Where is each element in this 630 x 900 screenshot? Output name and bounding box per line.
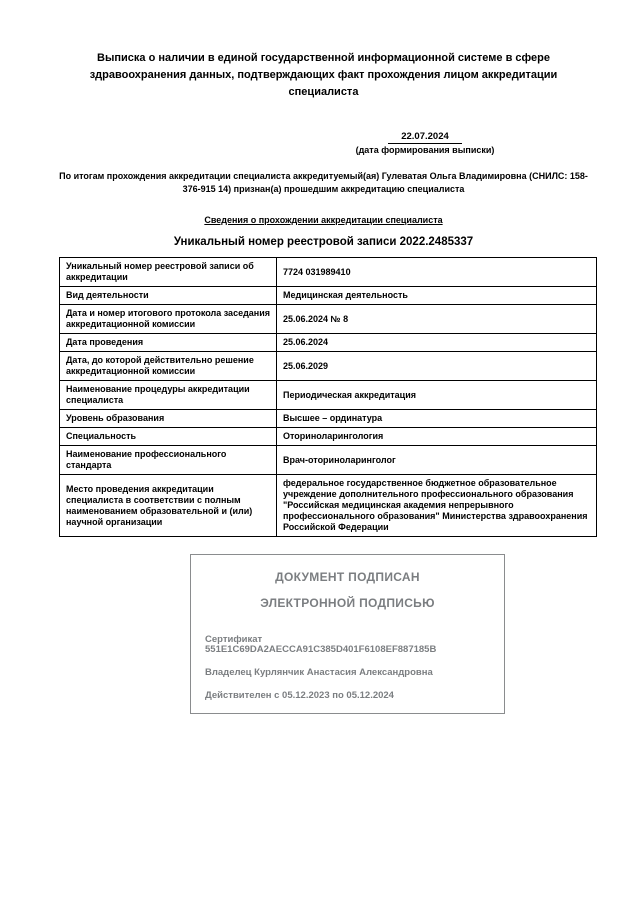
table-row: [60, 410, 597, 428]
electronic-signature-stamp: [190, 554, 505, 714]
row-value: Периодическая аккредитация: [277, 381, 597, 410]
table-row: [60, 305, 597, 334]
accreditation-table: [59, 257, 597, 537]
stamp-details: [205, 635, 490, 701]
row-value: Оториноларингология: [277, 428, 597, 446]
stamp-heading-line2: ЭЛЕКТРОННОЙ ПОДПИСЬЮ: [260, 596, 435, 610]
stamp-validity: Действителен с 05.12.2023 по 05.12.2024: [205, 690, 394, 701]
row-value: федеральное государственное бюджетное образовательное учреждение дополнительного профессионального образования "Российская медицинская академия непрерывного профессионального образования" Министерства здравоохранения Российской Федерации: [277, 475, 597, 537]
registry-number-heading: Уникальный номер реестровой записи 2022.2485337: [173, 236, 474, 248]
table-row: [60, 287, 597, 305]
row-value: Высшее – ординатура: [277, 410, 597, 428]
issue-date-caption: (дата формирования выписки): [355, 145, 495, 155]
row-value: 25.06.2024 № 8: [277, 305, 597, 334]
table-row: [60, 352, 597, 381]
row-label: Наименование процедуры аккредитации специалиста: [60, 381, 277, 410]
row-label: Вид деятельности: [60, 287, 277, 305]
row-label: Место проведения аккредитации специалиста в соответствии с полным наименованием образовательной и (или) научной организации: [60, 475, 277, 537]
stamp-certificate: Сертификат 551E1C69DA2AECCA91C385D401F6108EF887185B: [205, 634, 437, 655]
stamp-owner: Владелец Курлянчик Анастасия Александровна: [205, 667, 433, 678]
row-label: Уникальный номер реестровой записи об аккредитации: [60, 258, 277, 287]
row-value: Врач-оториноларинголог: [277, 446, 597, 475]
row-value: 25.06.2024: [277, 334, 597, 352]
row-value: Медицинская деятельность: [277, 287, 597, 305]
table-row: [60, 446, 597, 475]
row-label: Наименование профессионального стандарта: [60, 446, 277, 475]
row-value: 25.06.2029: [277, 352, 597, 381]
row-label: Дата проведения: [60, 334, 277, 352]
row-label: Специальность: [60, 428, 277, 446]
table-row: [60, 475, 597, 537]
table-row: [60, 258, 597, 287]
issue-date-block: [345, 126, 505, 155]
row-value: 7724 031989410: [277, 258, 597, 287]
row-label: Уровень образования: [60, 410, 277, 428]
issue-date-value: 22.07.2024: [388, 131, 462, 144]
document-title: Выписка о наличии в единой государственной информационной системе в сфере здравоохранения данных, подтверждающих факт прохождения лицом аккредитации специалиста: [89, 52, 558, 98]
row-label: Дата и номер итогового протокола заседания аккредитационной комиссии: [60, 305, 277, 334]
stamp-heading-line1: ДОКУМЕНТ ПОДПИСАН: [275, 570, 420, 584]
table-row: [60, 381, 597, 410]
row-label: Дата, до которой действительно решение аккредитационной комиссии: [60, 352, 277, 381]
section-heading: Сведения о прохождении аккредитации специалиста: [204, 215, 443, 225]
accreditation-summary: По итогам прохождения аккредитации специалиста аккредитуемый(ая) Гулеватая Ольга Владимировна (СНИЛС: 158-376-915 14) признан(а) прошедшим аккредитацию специалиста: [59, 171, 588, 194]
table-row: [60, 428, 597, 446]
table-row: [60, 334, 597, 352]
